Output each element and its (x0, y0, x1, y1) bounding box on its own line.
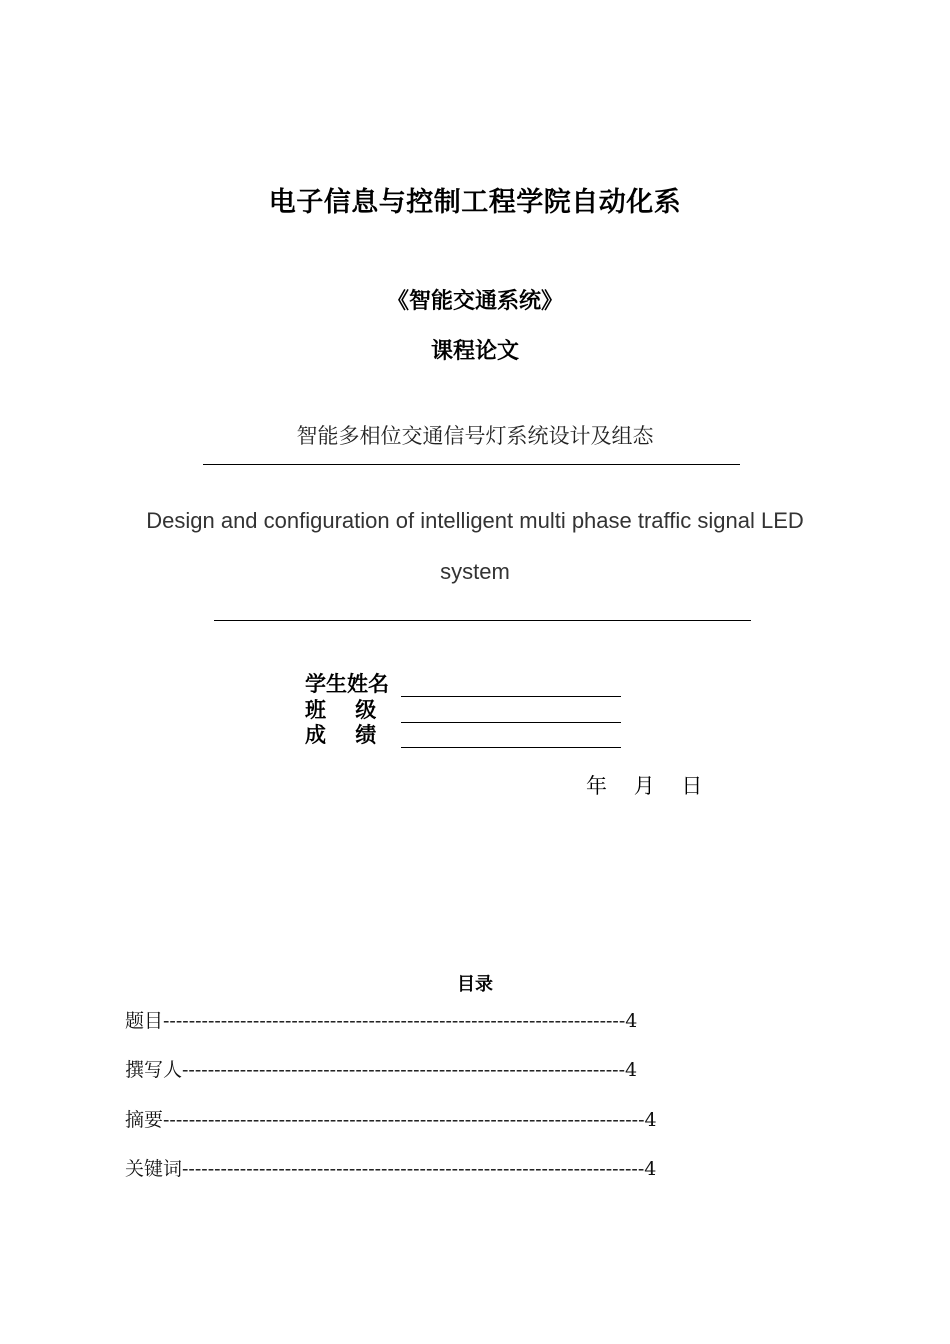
thesis-title-chinese: 智能多相位交通信号灯系统设计及组态 (296, 424, 654, 448)
toc-item (125, 1006, 637, 1033)
toc-item-page: 4 (625, 1010, 638, 1032)
toc-title: 目录 (457, 974, 493, 995)
grade-blank (401, 725, 621, 748)
grade-label: 成 绩 (305, 723, 377, 747)
toc-item-leader: --------------------------------------------------------------------- (182, 1059, 625, 1081)
toc-item-leader: --------------------------------------------------------------------------- (163, 1109, 645, 1131)
toc-item (125, 1105, 657, 1132)
course-name: 《智能交通系统》 (386, 289, 563, 314)
student-name-label: 学生姓名 (305, 672, 389, 696)
toc-item-page: 4 (625, 1059, 638, 1081)
class-label: 班 级 (305, 698, 377, 722)
toc-item-label: 关键词 (125, 1158, 183, 1180)
thesis-title-english-line2: system (440, 559, 510, 584)
title-underline (203, 464, 740, 465)
english-title-underline (214, 620, 751, 621)
toc-item (125, 1055, 637, 1082)
toc-item-leader: ------------------------------------------------------------------------ (182, 1158, 645, 1180)
student-name-blank (401, 674, 621, 697)
date-line: 年 月 日 (586, 774, 703, 798)
toc-item-page: 4 (644, 1109, 657, 1131)
thesis-title-english-line1: Design and configuration of intelligent multi phase traffic signal LED (146, 508, 804, 533)
class-blank (401, 700, 621, 723)
toc-item (125, 1154, 656, 1181)
toc-item-page: 4 (644, 1158, 657, 1180)
student-name-field (305, 671, 621, 697)
grade-field (305, 722, 621, 748)
toc-item-leader: ------------------------------------------------------------------------ (163, 1010, 626, 1032)
class-field (305, 697, 621, 723)
paper-type: 课程论文 (430, 339, 519, 364)
toc-item-label: 撰写人 (125, 1059, 183, 1081)
toc-item-label: 题目 (125, 1010, 164, 1032)
school-department: 电子信息与控制工程学院自动化系 (268, 187, 682, 218)
toc-item-label: 摘要 (125, 1109, 164, 1131)
